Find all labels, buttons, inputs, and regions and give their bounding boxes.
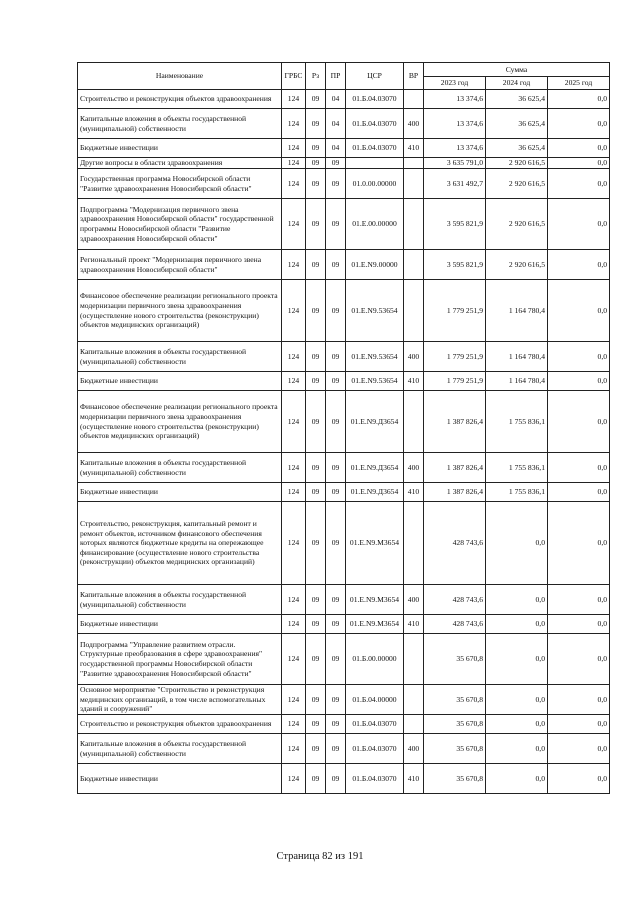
cell-rz: 09 <box>306 250 326 280</box>
budget-table <box>77 62 610 794</box>
cell-name: Подпрограмма "Модернизация первичного звена здравоохранения Новосибирской области" государственной программы Новосибирской области "Развитие здравоохранения Новосибирской области" <box>78 199 282 250</box>
cell-2024: 2 920 616,5 <box>486 169 548 199</box>
cell-2025: 0,0 <box>548 715 610 734</box>
cell-csr <box>346 158 404 169</box>
cell-vr <box>404 502 424 585</box>
table-row <box>78 342 610 372</box>
cell-rz: 09 <box>306 585 326 615</box>
cell-2024: 0,0 <box>486 585 548 615</box>
cell-name: Бюджетные инвестиции <box>78 483 282 502</box>
cell-rz: 09 <box>306 342 326 372</box>
cell-vr <box>404 634 424 685</box>
cell-2024: 0,0 <box>486 502 548 585</box>
cell-pr: 04 <box>326 139 346 158</box>
cell-pr: 09 <box>326 483 346 502</box>
header-year-2025: 2025 год <box>548 77 610 90</box>
cell-2025: 0,0 <box>548 483 610 502</box>
cell-grbs: 124 <box>282 139 306 158</box>
header-year-2024: 2024 год <box>486 77 548 90</box>
cell-grbs: 124 <box>282 280 306 342</box>
cell-2024: 36 625,4 <box>486 139 548 158</box>
cell-csr: 01.Е.N9.М3654 <box>346 585 404 615</box>
cell-name: Бюджетные инвестиции <box>78 372 282 391</box>
table-row <box>78 280 610 342</box>
cell-name: Бюджетные инвестиции <box>78 615 282 634</box>
cell-pr: 09 <box>326 372 346 391</box>
header-pr: ПР <box>326 63 346 90</box>
table-row <box>78 715 610 734</box>
cell-2025: 0,0 <box>548 453 610 483</box>
cell-csr: 01.Б.04.03070 <box>346 109 404 139</box>
cell-rz: 09 <box>306 169 326 199</box>
page-number: Страница 82 из 191 <box>276 851 364 862</box>
table-row <box>78 391 610 453</box>
table-row <box>78 372 610 391</box>
cell-2024: 2 920 616,5 <box>486 250 548 280</box>
cell-2024: 36 625,4 <box>486 90 548 109</box>
header-vr: ВР <box>404 63 424 90</box>
cell-csr: 01.Б.00.00000 <box>346 634 404 685</box>
cell-csr: 01.Б.04.03070 <box>346 734 404 764</box>
table-row <box>78 139 610 158</box>
cell-rz: 09 <box>306 634 326 685</box>
table-row <box>78 685 610 715</box>
cell-2023: 35 670,8 <box>424 764 486 794</box>
cell-grbs: 124 <box>282 90 306 109</box>
cell-2023: 35 670,8 <box>424 634 486 685</box>
cell-2023: 1 387 826,4 <box>424 391 486 453</box>
cell-2025: 0,0 <box>548 585 610 615</box>
table-row <box>78 734 610 764</box>
cell-csr: 01.Е.N9.Д3654 <box>346 483 404 502</box>
cell-2025: 0,0 <box>548 615 610 634</box>
cell-pr: 09 <box>326 502 346 585</box>
cell-vr: 400 <box>404 453 424 483</box>
cell-2023: 428 743,6 <box>424 615 486 634</box>
cell-2023: 3 631 492,7 <box>424 169 486 199</box>
header-name: Наименование <box>78 63 282 90</box>
cell-2025: 0,0 <box>548 158 610 169</box>
cell-csr: 01.Е.N9.М3654 <box>346 615 404 634</box>
cell-csr: 01.Б.04.03070 <box>346 139 404 158</box>
cell-pr: 09 <box>326 585 346 615</box>
cell-name: Другие вопросы в области здравоохранения <box>78 158 282 169</box>
cell-name: Строительство, реконструкция, капитальный ремонт и ремонт объектов, источником финансового обеспечения которых являются бюджетные кредиты на опережающее финансирование (осуществление нового строительства (реконструкции) объектов медицинских организаций) <box>78 502 282 585</box>
cell-grbs: 124 <box>282 109 306 139</box>
cell-2025: 0,0 <box>548 634 610 685</box>
cell-grbs: 124 <box>282 764 306 794</box>
cell-csr: 01.Б.04.00000 <box>346 685 404 715</box>
cell-grbs: 124 <box>282 615 306 634</box>
cell-rz: 09 <box>306 734 326 764</box>
cell-vr: 410 <box>404 764 424 794</box>
cell-name: Бюджетные инвестиции <box>78 764 282 794</box>
cell-2024: 1 164 780,4 <box>486 342 548 372</box>
table-row <box>78 250 610 280</box>
cell-csr: 01.Е.00.00000 <box>346 199 404 250</box>
cell-2023: 1 387 826,4 <box>424 483 486 502</box>
cell-2024: 0,0 <box>486 615 548 634</box>
cell-name: Капитальные вложения в объекты государственной (муниципальной) собственности <box>78 109 282 139</box>
cell-2023: 13 374,6 <box>424 109 486 139</box>
cell-grbs: 124 <box>282 199 306 250</box>
cell-2025: 0,0 <box>548 250 610 280</box>
cell-rz: 09 <box>306 502 326 585</box>
cell-vr <box>404 715 424 734</box>
cell-pr: 09 <box>326 280 346 342</box>
cell-2025: 0,0 <box>548 139 610 158</box>
cell-grbs: 124 <box>282 585 306 615</box>
cell-csr: 01.Б.04.03070 <box>346 715 404 734</box>
cell-name: Региональный проект "Модернизация первичного звена здравоохранения Новосибирской области" <box>78 250 282 280</box>
cell-rz: 09 <box>306 615 326 634</box>
cell-2025: 0,0 <box>548 280 610 342</box>
table-row <box>78 199 610 250</box>
cell-csr: 01.Е.N9.00000 <box>346 250 404 280</box>
cell-grbs: 124 <box>282 734 306 764</box>
cell-grbs: 124 <box>282 502 306 585</box>
cell-vr: 400 <box>404 342 424 372</box>
cell-2025: 0,0 <box>548 734 610 764</box>
cell-grbs: 124 <box>282 391 306 453</box>
cell-pr: 09 <box>326 199 346 250</box>
cell-pr: 09 <box>326 615 346 634</box>
cell-grbs: 124 <box>282 685 306 715</box>
cell-2023: 428 743,6 <box>424 585 486 615</box>
cell-2023: 428 743,6 <box>424 502 486 585</box>
cell-rz: 09 <box>306 391 326 453</box>
cell-2023: 35 670,8 <box>424 685 486 715</box>
cell-vr: 410 <box>404 372 424 391</box>
cell-2025: 0,0 <box>548 169 610 199</box>
cell-2025: 0,0 <box>548 685 610 715</box>
cell-csr: 01.0.00.00000 <box>346 169 404 199</box>
cell-2024: 0,0 <box>486 634 548 685</box>
cell-pr: 09 <box>326 250 346 280</box>
cell-name: Подпрограмма "Управление развитием отрасли. Структурные преобразования в сфере здравоохранения" государственной программы Новосибирской области "Развитие здравоохранения Новосибирской области" <box>78 634 282 685</box>
table-row <box>78 502 610 585</box>
cell-2023: 35 670,8 <box>424 734 486 764</box>
cell-vr <box>404 280 424 342</box>
cell-2024: 1 755 836,1 <box>486 391 548 453</box>
cell-2023: 1 387 826,4 <box>424 453 486 483</box>
cell-name: Строительство и реконструкция объектов здравоохранения <box>78 715 282 734</box>
cell-pr: 04 <box>326 90 346 109</box>
cell-grbs: 124 <box>282 634 306 685</box>
cell-2024: 2 920 616,5 <box>486 199 548 250</box>
cell-grbs: 124 <box>282 158 306 169</box>
cell-rz: 09 <box>306 483 326 502</box>
cell-2023: 1 779 251,9 <box>424 280 486 342</box>
cell-2024: 36 625,4 <box>486 109 548 139</box>
cell-2023: 3 635 791,0 <box>424 158 486 169</box>
table-row <box>78 585 610 615</box>
cell-name: Финансовое обеспечение реализации регионального проекта модернизации первичного звена здравоохранения (осуществление нового строительства (реконструкции) объектов медицинских организаций) <box>78 391 282 453</box>
cell-2024: 0,0 <box>486 764 548 794</box>
table-row <box>78 109 610 139</box>
cell-csr: 01.Б.04.03070 <box>346 90 404 109</box>
cell-2024: 1 164 780,4 <box>486 280 548 342</box>
cell-grbs: 124 <box>282 453 306 483</box>
cell-csr: 01.Е.N9.53654 <box>346 372 404 391</box>
cell-grbs: 124 <box>282 372 306 391</box>
cell-2025: 0,0 <box>548 109 610 139</box>
table-row <box>78 483 610 502</box>
cell-pr: 04 <box>326 109 346 139</box>
cell-pr: 09 <box>326 764 346 794</box>
cell-2024: 1 164 780,4 <box>486 372 548 391</box>
cell-pr: 09 <box>326 734 346 764</box>
cell-pr: 09 <box>326 342 346 372</box>
cell-2024: 1 755 836,1 <box>486 453 548 483</box>
cell-2025: 0,0 <box>548 90 610 109</box>
cell-name: Капитальные вложения в объекты государственной (муниципальной) собственности <box>78 453 282 483</box>
cell-rz: 09 <box>306 109 326 139</box>
cell-2024: 0,0 <box>486 715 548 734</box>
cell-2023: 13 374,6 <box>424 139 486 158</box>
cell-rz: 09 <box>306 280 326 342</box>
cell-grbs: 124 <box>282 483 306 502</box>
header-grbs: ГРБС <box>282 63 306 90</box>
cell-rz: 09 <box>306 453 326 483</box>
cell-2025: 0,0 <box>548 502 610 585</box>
cell-pr: 09 <box>326 158 346 169</box>
cell-2023: 3 595 821,9 <box>424 250 486 280</box>
cell-2023: 13 374,6 <box>424 90 486 109</box>
table-header <box>78 63 610 90</box>
cell-name: Строительство и реконструкция объектов здравоохранения <box>78 90 282 109</box>
table-row <box>78 158 610 169</box>
header-csr: ЦСР <box>346 63 404 90</box>
cell-2023: 1 779 251,9 <box>424 372 486 391</box>
cell-csr: 01.Е.N9.М3654 <box>346 502 404 585</box>
cell-rz: 09 <box>306 764 326 794</box>
cell-csr: 01.Б.04.03070 <box>346 764 404 794</box>
table-body <box>78 90 610 794</box>
cell-2024: 0,0 <box>486 685 548 715</box>
cell-name: Финансовое обеспечение реализации регионального проекта модернизации первичного звена здравоохранения (осуществление нового строительства (реконструкции) объектов медицинских организаций) <box>78 280 282 342</box>
cell-2023: 3 595 821,9 <box>424 199 486 250</box>
table-row <box>78 615 610 634</box>
cell-vr: 410 <box>404 615 424 634</box>
table-row <box>78 634 610 685</box>
cell-2024: 0,0 <box>486 734 548 764</box>
cell-pr: 09 <box>326 169 346 199</box>
header-year-2023: 2023 год <box>424 77 486 90</box>
header-sum: Сумма <box>424 63 610 77</box>
cell-rz: 09 <box>306 90 326 109</box>
cell-vr: 400 <box>404 734 424 764</box>
cell-grbs: 124 <box>282 342 306 372</box>
cell-2025: 0,0 <box>548 391 610 453</box>
cell-vr <box>404 90 424 109</box>
cell-2025: 0,0 <box>548 342 610 372</box>
cell-csr: 01.Е.N9.53654 <box>346 342 404 372</box>
cell-vr <box>404 199 424 250</box>
cell-vr <box>404 169 424 199</box>
cell-rz: 09 <box>306 199 326 250</box>
table-row <box>78 764 610 794</box>
cell-name: Государственная программа Новосибирской области "Развитие здравоохранения Новосибирской области" <box>78 169 282 199</box>
cell-grbs: 124 <box>282 169 306 199</box>
header-rz: Рз <box>306 63 326 90</box>
cell-vr: 400 <box>404 109 424 139</box>
cell-name: Основное мероприятие "Строительство и реконструкция медицинских организаций, в том числе вспомогательных зданий и сооружений" <box>78 685 282 715</box>
cell-vr: 410 <box>404 139 424 158</box>
cell-rz: 09 <box>306 158 326 169</box>
cell-rz: 09 <box>306 372 326 391</box>
cell-2023: 35 670,8 <box>424 715 486 734</box>
cell-vr <box>404 158 424 169</box>
cell-csr: 01.Е.N9.Д3654 <box>346 453 404 483</box>
cell-pr: 09 <box>326 391 346 453</box>
cell-pr: 09 <box>326 685 346 715</box>
cell-vr: 410 <box>404 483 424 502</box>
cell-name: Капитальные вложения в объекты государственной (муниципальной) собственности <box>78 585 282 615</box>
cell-csr: 01.Е.N9.53654 <box>346 280 404 342</box>
cell-name: Капитальные вложения в объекты государственной (муниципальной) собственности <box>78 734 282 764</box>
cell-name: Капитальные вложения в объекты государственной (муниципальной) собственности <box>78 342 282 372</box>
cell-pr: 09 <box>326 715 346 734</box>
table-row <box>78 90 610 109</box>
cell-grbs: 124 <box>282 715 306 734</box>
cell-vr <box>404 250 424 280</box>
cell-name: Бюджетные инвестиции <box>78 139 282 158</box>
cell-grbs: 124 <box>282 250 306 280</box>
cell-rz: 09 <box>306 715 326 734</box>
table-row <box>78 169 610 199</box>
table-row <box>78 453 610 483</box>
cell-rz: 09 <box>306 685 326 715</box>
cell-vr <box>404 685 424 715</box>
cell-pr: 09 <box>326 453 346 483</box>
cell-2025: 0,0 <box>548 372 610 391</box>
cell-csr: 01.Е.N9.Д3654 <box>346 391 404 453</box>
cell-pr: 09 <box>326 634 346 685</box>
cell-rz: 09 <box>306 139 326 158</box>
cell-vr <box>404 391 424 453</box>
cell-2025: 0,0 <box>548 764 610 794</box>
cell-2025: 0,0 <box>548 199 610 250</box>
cell-2024: 1 755 836,1 <box>486 483 548 502</box>
cell-2023: 1 779 251,9 <box>424 342 486 372</box>
cell-vr: 400 <box>404 585 424 615</box>
cell-2024: 2 920 616,5 <box>486 158 548 169</box>
